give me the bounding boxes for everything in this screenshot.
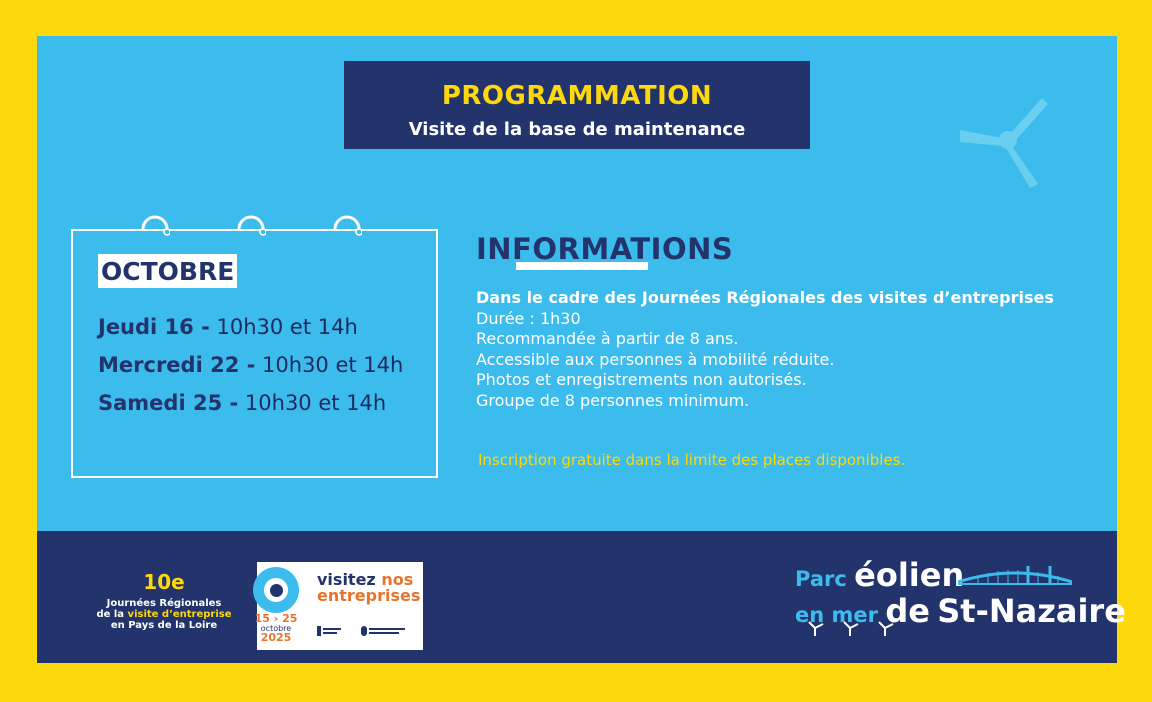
event-logo-left xyxy=(71,562,257,650)
event-name-highlight: visite d’entreprise xyxy=(127,609,232,620)
info-line: Groupe de 8 personnes minimum. xyxy=(476,390,750,410)
brand-line-1 xyxy=(795,556,965,594)
eye-pupil xyxy=(270,584,283,597)
programmation-box xyxy=(344,61,810,149)
wind-turbine-icon xyxy=(950,90,1060,200)
calendar-ring-icon xyxy=(332,213,362,237)
brand-eolien: éolien xyxy=(854,556,965,594)
visitez-logo xyxy=(317,572,420,604)
event-name-line: Journées Régionales xyxy=(106,598,222,609)
info-line: Photos et enregistrements non autorisés. xyxy=(476,370,807,389)
info-text xyxy=(476,288,1054,411)
date-day: Jeudi 16 - xyxy=(98,315,210,339)
entreprises-word: entreprises xyxy=(317,586,421,605)
event-dates xyxy=(253,614,299,643)
brand-parc: Parc xyxy=(795,567,847,591)
event-name-part: de la xyxy=(96,609,128,620)
info-line: Recommandée à partir de 8 ans. xyxy=(476,329,739,348)
date-row xyxy=(98,353,403,377)
date-time: 10h30 et 14h xyxy=(216,315,358,339)
info-title: INFORMATIONS xyxy=(476,232,734,266)
date-time: 10h30 et 14h xyxy=(262,353,404,377)
programmation-title: PROGRAMMATION xyxy=(441,81,713,111)
event-year: 2025 xyxy=(260,631,292,644)
info-lead: Dans le cadre des Journées Régionales des visites d’entreprises xyxy=(476,288,1054,307)
visitez-word: visitez xyxy=(317,570,376,589)
programmation-subtitle: Visite de la base de maintenance xyxy=(408,119,746,140)
event-name-line xyxy=(71,609,257,620)
nos-word: nos xyxy=(381,570,414,589)
event-name-line: en Pays de la Loire xyxy=(110,620,218,631)
event-name xyxy=(71,598,257,631)
date-day: Samedi 25 - xyxy=(98,391,239,415)
edition-label: 10e xyxy=(143,570,185,594)
calendar-month: OCTOBRE xyxy=(98,254,237,288)
signup-note: Inscription gratuite dans la limite des places disponibles. xyxy=(478,451,906,469)
brand-de: de xyxy=(885,592,930,630)
bridge-icon xyxy=(958,562,1072,588)
info-line: Durée : 1h30 xyxy=(476,308,581,328)
event-date-range: 15 › 25 xyxy=(254,612,298,625)
date-day: Mercredi 22 - xyxy=(98,353,256,377)
date-time: 10h30 et 14h xyxy=(244,391,387,415)
date-row xyxy=(98,391,386,415)
brand-st-nazaire: St-Nazaire xyxy=(937,592,1126,630)
calendar-ring-icon xyxy=(236,213,266,237)
turbines-icon xyxy=(805,618,895,638)
partner-logos-icon xyxy=(317,624,407,638)
date-row xyxy=(98,315,358,339)
brand-en-mer: en mer xyxy=(795,603,878,627)
event-month: octobre xyxy=(260,624,292,633)
calendar-ring-icon xyxy=(140,213,170,237)
info-line: Accessible aux personnes à mobilité réduite. xyxy=(476,349,835,369)
